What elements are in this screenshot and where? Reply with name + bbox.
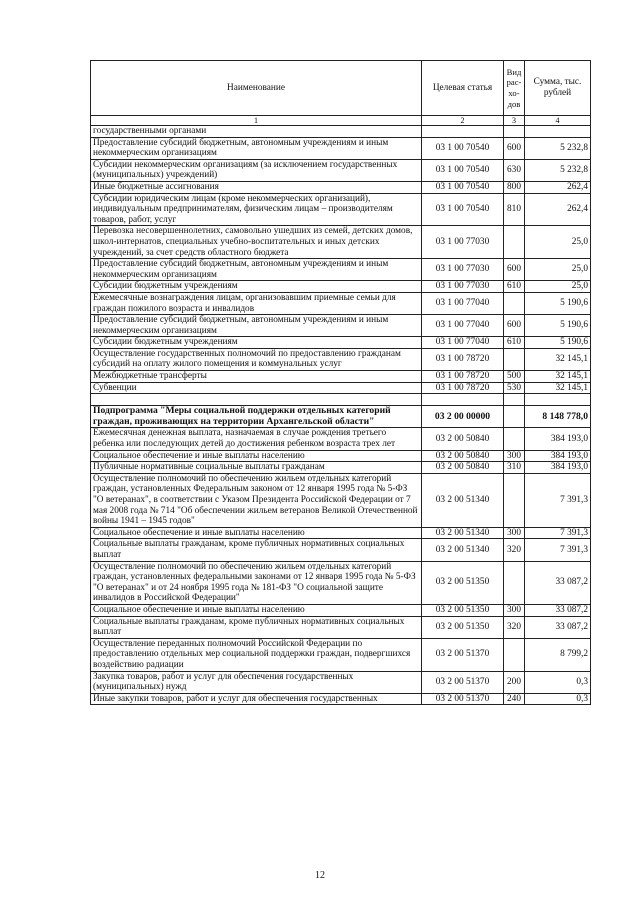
row-kind: 800	[504, 181, 525, 193]
row-name: Иные закупки товаров, работ и услуг для обеспечения государственных	[91, 693, 422, 705]
row-sum: 33 087,2	[525, 604, 591, 616]
table-row	[91, 337, 591, 349]
row-sum: 7 391,3	[525, 473, 591, 527]
row-code: 03 1 00 78720	[422, 348, 504, 370]
row-kind: 320	[504, 539, 525, 561]
row-kind: 300	[504, 527, 525, 539]
row-kind	[504, 292, 525, 314]
row-code: 03 1 00 77040	[422, 315, 504, 337]
row-name: Осуществление переданных полномочий Российской Федерации по предоставлению отдельных мер социальной поддержки граждан, подвергшихся воздействию радиации	[91, 638, 422, 671]
table-row	[91, 616, 591, 638]
row-name: Ежемесячные вознаграждения лицам, организовавшим приемные семьи для граждан пожилого возраста и инвалидов	[91, 292, 422, 314]
table-row	[91, 281, 591, 293]
row-kind	[504, 126, 525, 138]
table-row	[91, 137, 591, 159]
table-row	[91, 181, 591, 193]
row-code	[422, 126, 504, 138]
row-kind	[504, 406, 525, 428]
row-name: Осуществление полномочий по обеспечению жильем отдельных категорий граждан, установленных Федеральным законом от 12 января 1995 года № 5-ФЗ "О ветеранах", в соответствии с Указом Президента Российской Федерации от 7 мая 2008 года № 714 "Об обеспечении жильем ветеранов Великой Отечественной войны 1941 – 1945 годов"	[91, 473, 422, 527]
row-name: Осуществление государственных полномочий по предоставлению гражданам субсидий на оплату жилого помещения и коммунальных услуг	[91, 348, 422, 370]
column-number: 3	[504, 116, 525, 126]
row-name: Предоставление субсидий бюджетным, автономным учреждениям и иным некоммерческим организациям	[91, 137, 422, 159]
table-row	[91, 159, 591, 181]
row-code: 03 2 00 50840	[422, 462, 504, 474]
row-sum: 25,0	[525, 226, 591, 259]
row-name: Социальное обеспечение и иные выплаты населению	[91, 527, 422, 539]
row-sum: 32 145,1	[525, 348, 591, 370]
table-row	[91, 561, 591, 604]
row-code: 03 1 00 77040	[422, 292, 504, 314]
row-kind: 600	[504, 315, 525, 337]
table-row	[91, 462, 591, 474]
row-name: Социальное обеспечение и иные выплаты населению	[91, 604, 422, 616]
table-header-row	[91, 61, 591, 116]
row-code: 03 2 00 50840	[422, 428, 504, 450]
row-sum	[525, 394, 591, 406]
row-sum: 33 087,2	[525, 561, 591, 604]
row-sum: 25,0	[525, 259, 591, 281]
row-name: государственными органами	[91, 126, 422, 138]
table-row	[91, 315, 591, 337]
row-name: Осуществление полномочий по обеспечению жильем отдельных категорий граждан, установленных федеральными законами от 12 января 1995 года № 5-ФЗ "О ветеранах" и от 24 ноября 1995 года № 181-ФЗ "О социальной защите инвалидов в Российской Федерации"	[91, 561, 422, 604]
table-row	[91, 638, 591, 671]
row-sum: 8 799,2	[525, 638, 591, 671]
row-kind	[504, 638, 525, 671]
row-name: Субсидии бюджетным учреждениям	[91, 337, 422, 349]
table-row	[91, 450, 591, 462]
row-kind: 610	[504, 337, 525, 349]
row-code: 03 2 00 51370	[422, 671, 504, 693]
page-number: 12	[315, 870, 325, 881]
table-row	[91, 604, 591, 616]
header-sum: Сумма, тыс. рублей	[525, 61, 591, 116]
row-kind: 300	[504, 604, 525, 616]
row-name: Субсидии юридическим лицам (кроме некоммерческих организаций), индивидуальным предпринимателям, физическим лицам – производителям товаров, работ, услуг	[91, 193, 422, 226]
row-code	[422, 394, 504, 406]
row-code: 03 1 00 78720	[422, 382, 504, 394]
row-kind: 240	[504, 693, 525, 705]
row-code: 03 1 00 77040	[422, 337, 504, 349]
row-code: 03 1 00 77030	[422, 259, 504, 281]
row-kind: 320	[504, 616, 525, 638]
row-kind: 310	[504, 462, 525, 474]
row-sum	[525, 126, 591, 138]
row-sum: 5 190,6	[525, 292, 591, 314]
row-sum: 7 391,3	[525, 539, 591, 561]
table-row	[91, 394, 591, 406]
row-code: 03 2 00 51350	[422, 561, 504, 604]
table-row	[91, 226, 591, 259]
row-code: 03 1 00 70540	[422, 137, 504, 159]
row-name: Предоставление субсидий бюджетным, автономным учреждениям и иным некоммерческим организациям	[91, 315, 422, 337]
row-code: 03 2 00 50840	[422, 450, 504, 462]
row-kind: 600	[504, 259, 525, 281]
row-sum: 262,4	[525, 193, 591, 226]
column-number: 1	[91, 116, 422, 126]
table-body	[91, 126, 591, 705]
row-sum: 7 391,3	[525, 527, 591, 539]
row-kind	[504, 394, 525, 406]
row-code: 03 2 00 51340	[422, 473, 504, 527]
table-row	[91, 473, 591, 527]
row-sum: 5 232,8	[525, 159, 591, 181]
row-name: Субсидии бюджетным учреждениям	[91, 281, 422, 293]
table-row	[91, 693, 591, 705]
row-name: Предоставление субсидий бюджетным, автономным учреждениям и иным некоммерческим организациям	[91, 259, 422, 281]
row-code: 03 1 00 78720	[422, 371, 504, 383]
row-sum: 262,4	[525, 181, 591, 193]
row-name: Закупка товаров, работ и услуг для обеспечения государственных (муниципальных) нужд	[91, 671, 422, 693]
column-number: 2	[422, 116, 504, 126]
row-sum: 33 087,2	[525, 616, 591, 638]
row-name: Межбюджетные трансферты	[91, 371, 422, 383]
row-name: Социальные выплаты гражданам, кроме публичных нормативных социальных выплат	[91, 616, 422, 638]
row-sum: 5 190,6	[525, 337, 591, 349]
row-kind: 810	[504, 193, 525, 226]
row-code: 03 1 00 77030	[422, 281, 504, 293]
table-row	[91, 527, 591, 539]
budget-table	[90, 60, 591, 705]
row-sum: 384 193,0	[525, 450, 591, 462]
row-sum: 32 145,1	[525, 371, 591, 383]
row-sum: 25,0	[525, 281, 591, 293]
row-name: Субвенции	[91, 382, 422, 394]
row-kind	[504, 348, 525, 370]
table-row	[91, 428, 591, 450]
row-name: Ежемесячная денежная выплата, назначаемая в случае рождения третьего ребенка или последующих детей до достижения ребенком возраста трех лет	[91, 428, 422, 450]
row-kind: 630	[504, 159, 525, 181]
row-sum: 8 148 778,0	[525, 406, 591, 428]
row-sum: 0,3	[525, 671, 591, 693]
row-code: 03 2 00 51350	[422, 616, 504, 638]
row-code: 03 2 00 51370	[422, 693, 504, 705]
row-sum: 5 232,8	[525, 137, 591, 159]
header-kind: Вид рас-хо-дов	[504, 61, 525, 116]
row-kind: 200	[504, 671, 525, 693]
row-code: 03 1 00 77030	[422, 226, 504, 259]
row-code: 03 2 00 00000	[422, 406, 504, 428]
row-kind	[504, 428, 525, 450]
table-row	[91, 126, 591, 138]
row-kind: 500	[504, 371, 525, 383]
row-name: Субсидии некоммерческим организациям (за исключением государственных (муниципальных) учреждений)	[91, 159, 422, 181]
row-code: 03 1 00 70540	[422, 181, 504, 193]
row-kind: 530	[504, 382, 525, 394]
row-code: 03 1 00 70540	[422, 159, 504, 181]
row-sum: 384 193,0	[525, 462, 591, 474]
row-name: Перевозка несовершеннолетних, самовольно ушедших из семей, детских домов, школ-интернатов, специальных учебно-воспитательных и иных детских учреждений, за счет средств областного бюджета	[91, 226, 422, 259]
table-row	[91, 193, 591, 226]
row-name: Социальное обеспечение и иные выплаты населению	[91, 450, 422, 462]
row-sum: 32 145,1	[525, 382, 591, 394]
row-sum: 0,3	[525, 693, 591, 705]
header-code: Целевая статья	[422, 61, 504, 116]
table-row	[91, 292, 591, 314]
table-row	[91, 382, 591, 394]
table-row	[91, 259, 591, 281]
table-row	[91, 371, 591, 383]
row-kind	[504, 226, 525, 259]
row-kind	[504, 561, 525, 604]
row-sum: 384 193,0	[525, 428, 591, 450]
row-code: 03 2 00 51370	[422, 638, 504, 671]
row-name: Подпрограмма "Меры социальной поддержки отдельных категорий граждан, проживающих на территории Архангельской области"	[91, 406, 422, 428]
header-name: Наименование	[91, 61, 422, 116]
row-code: 03 2 00 51340	[422, 527, 504, 539]
row-name: Иные бюджетные ассигнования	[91, 181, 422, 193]
table-row	[91, 671, 591, 693]
row-name	[91, 394, 422, 406]
table-row	[91, 406, 591, 428]
table-row	[91, 348, 591, 370]
row-kind: 600	[504, 137, 525, 159]
column-number: 4	[525, 116, 591, 126]
table-row	[91, 539, 591, 561]
row-kind: 610	[504, 281, 525, 293]
row-name: Публичные нормативные социальные выплаты гражданам	[91, 462, 422, 474]
row-code: 03 1 00 70540	[422, 193, 504, 226]
row-sum: 5 190,6	[525, 315, 591, 337]
row-code: 03 2 00 51340	[422, 539, 504, 561]
row-kind	[504, 473, 525, 527]
column-number-row	[91, 116, 591, 126]
row-name: Социальные выплаты гражданам, кроме публичных нормативных социальных выплат	[91, 539, 422, 561]
row-code: 03 2 00 51350	[422, 604, 504, 616]
row-kind: 300	[504, 450, 525, 462]
